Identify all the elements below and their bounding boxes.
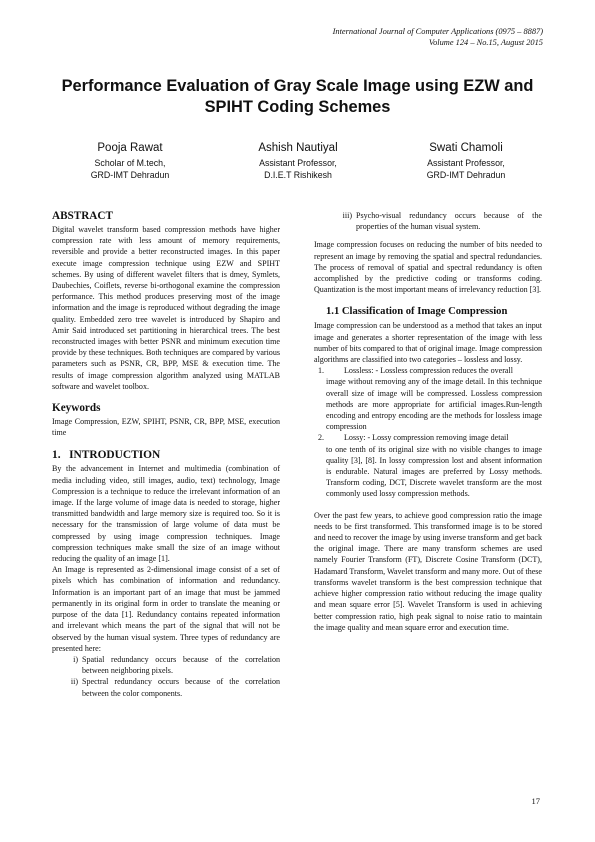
author-name: Pooja Rawat (97, 142, 163, 154)
author-affiliation-line2: D.I.E.T Rishikesh (264, 170, 332, 180)
redundancy-marker: ii) (70, 677, 78, 687)
redundancy-marker: i) (73, 654, 78, 664)
paper-title: Performance Evaluation of Gray Scale Image using EZW and SPIHT Coding Schemes (61, 77, 534, 116)
redundancy-item (52, 654, 280, 676)
classification-paragraph-2: Over the past few years, to achieve good compression ratio the image needs to be first transformed. This transformed image is to be stored and need to recover the image by using inverse transform and get back the original image. There are many transform schemes are used namely Fourier Transform (FT), Discrete Cosine Transform (DCT), Hadamard Transform, Wavelet transform and many more. Out of these transforms wavelet transform is the best compression technique that achieve higher compression ratio without reducing the image quality and mean square error [5]. Wavelet Transform is used in achieving better compression ratio, high peak signal to noise ratio to maintain the image quality and mean square error and execution time. (314, 510, 542, 632)
author-3 (376, 141, 556, 181)
section-number: 1. (52, 449, 61, 462)
abstract-heading: ABSTRACT (52, 210, 113, 222)
redundancy-item (326, 210, 542, 232)
compression-type-list (318, 365, 542, 499)
author-1 (40, 141, 220, 181)
keywords-text: Image Compression, EZW, SPIHT, PSNR, CR, BPP, MSE, execution time (52, 417, 280, 438)
list-item-text: to one tenth of its original size with no visible changes to image quality [3], [8]. In lossy compression lost and absent information is endurable. Natural images are preferred by Lossy methods. Transform coding, DCT, Discrete wavelet transform are the most commonly used lossy compression methods. (326, 444, 542, 499)
classification-paragraph-1: Image compression can be understood as a method that takes an input image and generates a shorter representation of the image with less number of bits compared to that of original image. Image compression algorithms are classified into two categories – lossless and lossy. (314, 321, 542, 365)
redundancy-item (52, 676, 280, 698)
section-title: INTRODUCTION (69, 449, 161, 462)
redundancy-text: Spectral redundancy occurs because of the correlation between the color components. (82, 677, 280, 698)
list-item-text: image without removing any of the image detail. In this technique overall size of image will be compressed. Lossless compression methods are more appropriate for artificial images.Run-length encoding and entropy encoding are the methods for lossless image compression (326, 377, 542, 432)
list-marker: 2. (318, 433, 325, 443)
journal-header (333, 26, 543, 48)
list-item (318, 365, 542, 432)
list-item-lead: Lossy: - Lossy compression removing image detail (344, 433, 509, 443)
journal-volume: Volume 124 – No.15, August 2015 (428, 38, 543, 47)
author-affiliation-line2: GRD-IMT Dehradun (90, 170, 170, 180)
left-column (52, 210, 280, 699)
list-item (318, 432, 542, 499)
author-affiliation-line2: GRD-IMT Dehradun (426, 170, 506, 180)
redundancy-text: Spatial redundancy occurs because of the correlation between neighboring pixels. (82, 654, 280, 676)
redundancy-text: Psycho-visual redundancy occurs because of the properties of the human visual system. (356, 211, 542, 232)
author-affiliation-line1: Assistant Professor, (427, 158, 505, 168)
author-name: Swati Chamoli (429, 142, 503, 154)
keywords-heading: Keywords (52, 402, 101, 415)
redundancy-marker: iii) (342, 211, 352, 220)
page-number: 17 (531, 796, 540, 806)
introduction-heading (52, 448, 280, 462)
author-affiliation-line1: Assistant Professor, (259, 158, 337, 168)
classification-heading: 1.1 Classification of Image Compression (326, 306, 508, 318)
author-2 (208, 141, 388, 181)
list-item-lead: Lossless: - Lossless compression reduces the overall (344, 366, 513, 376)
author-affiliation-line1: Scholar of M.tech, (94, 158, 166, 168)
intro-paragraph-1: By the advancement in Internet and multimedia (combination of media including video, still images, audio, text) technology, Image Compression is a technique to reduce the irrelevant information of an image. If the large volume of image data is needed to storage, higher transmitted bandwidth and large memory size is required too. So it is necessary for the transmission of large volume of data must be compressed by using image compression techniques. Image compression techniques make small the size of an image without reducing the quality of an image [1]. (52, 464, 280, 564)
list-marker: 1. (318, 366, 325, 376)
intro-paragraph-3: Image compression focuses on reducing the number of bits needed to represent an image by removing the spatial and spectral redundancies. The process of removal of spatial and spectral redundancy is often accomplished by the predictive coding or transforms coding. Quantization is the most important means of irrelevancy reduction [3]. (314, 240, 542, 295)
right-column (314, 210, 542, 633)
journal-name: International Journal of Computer Applications (0975 – 8887) (332, 27, 543, 36)
abstract-text: Digital wavelet transform based compression methods have higher compression rate with less amount of memory requirements, reversible and provide a better reconstructed images. In this paper execute image compression technique using EZW and SPIHT schemes. By using of different wavelet filters that is dmey, Symlets, Daubechies, Coiflets, reverse bi-orthogonal examine the compression performance. This method produces preserving most of the image information and the image is reproduced without degrading the image quality. Embedded zero tree wavelet is introduced by Shapiro and Amir Said introduced set partitioning in hierarchical trees. The best reconstructed images with better PSNR and minimum execution time provide by these techniques. Both techniques are compared by various parameters such as PSNR, CR, BPP, MSE & execution time. The results of image compression algorithm analyzed using MATLAB software and wavelet toolbox. (52, 225, 280, 391)
intro-paragraph-2: An Image is represented as 2-dimensional image consist of a set of pixels which has combination of information and redundancy. Information is an important part of an image that must be jammed permanently in its original form in order to translate the meaning or purpose of the data [1]. Redundancy contains repeated information and irrelevant which means the part of the signal that will not be observed by the human visual system. Three types of redundancy are presented here: (52, 565, 280, 653)
author-name: Ashish Nautiyal (258, 142, 338, 154)
